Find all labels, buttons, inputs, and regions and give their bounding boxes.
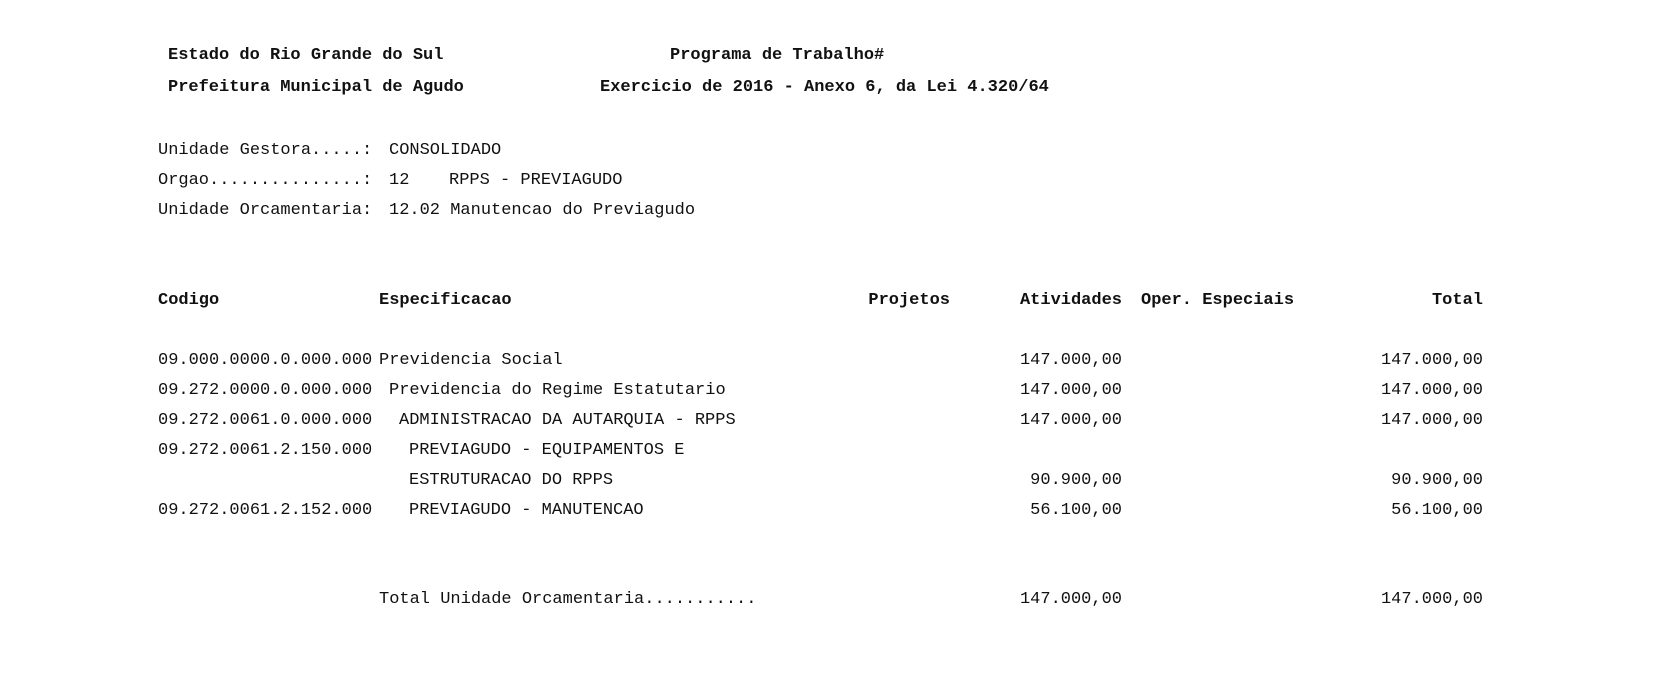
- total-atividades: 147.000,00: [1019, 590, 1122, 609]
- column-header-codigo: Codigo: [158, 291, 220, 310]
- row-especificacao: ADMINISTRACAO DA AUTARQUIA - RPPS: [399, 411, 736, 430]
- unidade-orcamentaria-value: 12.02 Manutencao do Previagudo: [389, 201, 696, 220]
- row-codigo: 09.272.0061.0.000.000: [158, 411, 373, 430]
- row-atividades: 90.900,00: [1030, 471, 1122, 490]
- orgao-name: RPPS - PREVIAGUDO: [449, 171, 623, 190]
- unidade-orcamentaria-label: Unidade Orcamentaria:: [158, 201, 373, 220]
- total-value: 147.000,00: [1380, 590, 1483, 609]
- column-header-oper-especiais: Oper. Especiais: [1141, 291, 1295, 310]
- total-label: Total Unidade Orcamentaria...........: [379, 590, 757, 609]
- row-especificacao: Previdencia do Regime Estatutario: [389, 381, 726, 400]
- orgao-code: 12: [389, 171, 410, 190]
- unidade-gestora-label: Unidade Gestora.....:: [158, 141, 373, 160]
- row-especificacao: ESTRUTURACAO DO RPPS: [409, 471, 614, 490]
- row-atividades: 56.100,00: [1030, 501, 1122, 520]
- municipality-name: Prefeitura Municipal de Agudo: [168, 78, 464, 97]
- column-header-especificacao: Especificacao: [379, 291, 512, 310]
- state-name: Estado do Rio Grande do Sul: [168, 46, 444, 65]
- row-total: 147.000,00: [1380, 411, 1483, 430]
- row-total: 56.100,00: [1391, 501, 1483, 520]
- column-header-total: Total: [1431, 291, 1483, 310]
- report-subtitle: Exercicio de 2016 - Anexo 6, da Lei 4.320/64: [600, 78, 1049, 97]
- row-codigo: 09.272.0000.0.000.000: [158, 381, 373, 400]
- row-total: 90.900,00: [1391, 471, 1483, 490]
- row-atividades: 147.000,00: [1019, 351, 1122, 370]
- row-atividades: 147.000,00: [1019, 381, 1122, 400]
- row-codigo: 09.272.0061.2.152.000: [158, 501, 373, 520]
- orgao-label: Orgao...............:: [158, 171, 373, 190]
- column-header-projetos: Projetos: [868, 291, 950, 310]
- row-especificacao: PREVIAGUDO - MANUTENCAO: [409, 501, 644, 520]
- row-codigo: 09.000.0000.0.000.000: [158, 351, 373, 370]
- row-codigo: 09.272.0061.2.150.000: [158, 441, 373, 460]
- row-atividades: 147.000,00: [1019, 411, 1122, 430]
- report-title: Programa de Trabalho#: [670, 46, 885, 65]
- row-total: 147.000,00: [1380, 351, 1483, 370]
- unidade-gestora-value: CONSOLIDADO: [389, 141, 502, 160]
- column-header-atividades: Atividades: [1019, 291, 1122, 310]
- row-especificacao: Previdencia Social: [379, 351, 563, 370]
- row-especificacao: PREVIAGUDO - EQUIPAMENTOS E: [409, 441, 685, 460]
- row-total: 147.000,00: [1380, 381, 1483, 400]
